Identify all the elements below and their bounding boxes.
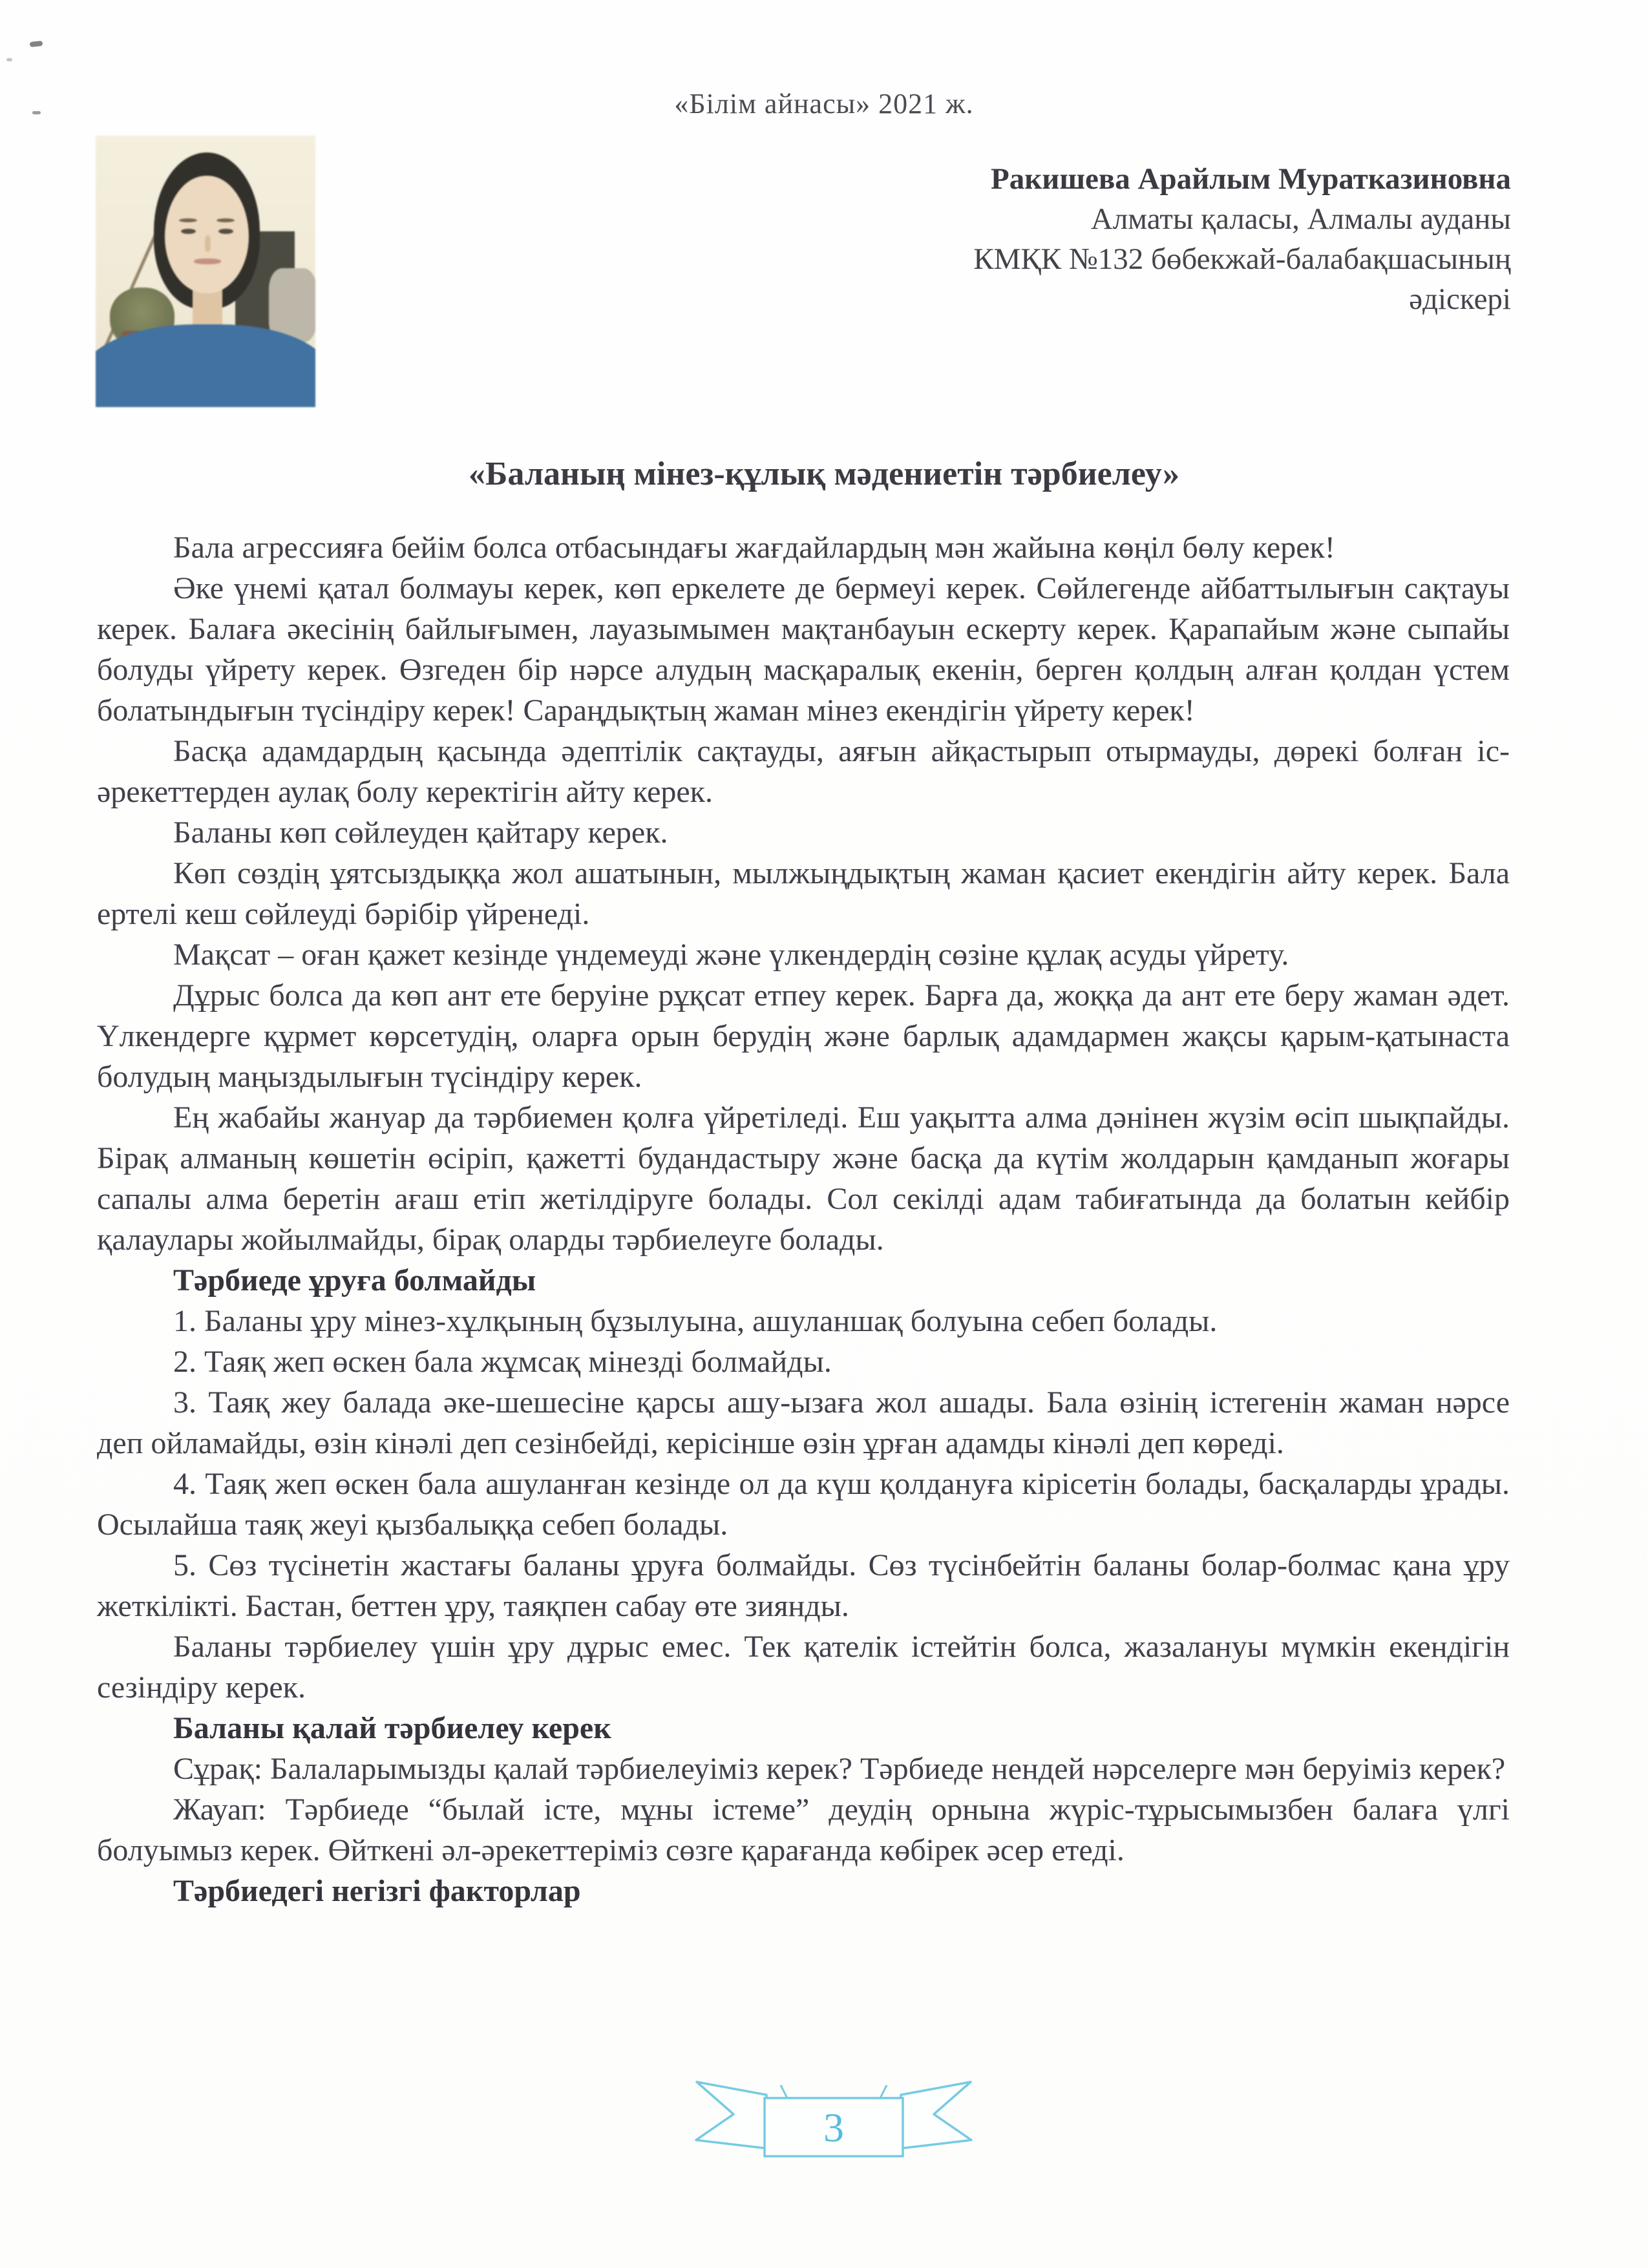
body-paragraph: Көп сөздің ұятсыздыққа жол ашатынын, мылжыңдықтың жаман қасиет екендігін айту керек. Бала ертелі кеш сөйлеуді бәрібір үйренеді. — [97, 856, 1510, 931]
photo-nose — [205, 235, 211, 252]
ribbon-fold — [781, 2085, 787, 2098]
section-heading: Тәрбиеде ұруға болмайды — [173, 1263, 536, 1297]
ribbon-right-wing — [900, 2082, 971, 2148]
body-paragraph: 5. Сөз түсінетін жастағы баланы ұруға болмайды. Сөз түсінбейтін баланы болар-болмас қана ұру жеткілікті. Бастан, беттен ұру, таяқпен сабау өте зиянды. — [97, 1548, 1510, 1623]
article-title: «Баланың мінез-құлық мәдениетін тәрбиелеу» — [468, 456, 1180, 492]
body-paragraph: 4. Таяқ жеп өскен бала ашуланған кезінде ол да күш қолдануға кірісетін болады, басқаларды ұрады. Осылайша таяқ жеуі қызбалыққа себеп болады. — [97, 1467, 1510, 1542]
body-paragraph: Бала агрессияға бейім болса отбасындағы жағдайлардың мән жайына көңіл бөлу керек! — [173, 530, 1335, 565]
ribbon-left-wing — [696, 2082, 767, 2148]
author-position: әдіскері — [1409, 282, 1511, 316]
body-paragraph: Ең жабайы жануар да тәрбиемен қолға үйретіледі. Еш уақытта алма дәнінен жүзім өсіп шықпайды. Бірақ алманың көшетін өсіріп, қажетті будандастыру және басқа да күтім жолдарын қамданып жоғары сапалы алма беретін ағаш етіп жетілдіруге болады. Сол секілді адам табиғатында да болатын кейбір қалаулары жойылмайды, бірақ оларды тәрбиелеуге болады. — [97, 1100, 1510, 1257]
photo-eyebrow — [179, 218, 197, 222]
author-block — [973, 159, 1511, 319]
body-paragraph: 2. Таяқ жеп өскен бала жұмсақ мінезді болмайды. — [173, 1345, 832, 1379]
photo-eyebrow — [217, 218, 235, 222]
scan-artifact — [30, 41, 43, 47]
article-body — [97, 527, 1510, 1911]
body-paragraph: Басқа адамдардың қасында әдептілік сақтауды, аяғын айқастырып отырмауды, дөрекі болған іс-әрекеттерден аулақ болу керектігін айту керек. — [97, 734, 1510, 809]
section-heading: Тәрбиедегі негізгі факторлар — [173, 1874, 581, 1908]
photo-eye — [181, 229, 196, 234]
page-footer — [685, 2071, 982, 2174]
photo-shirt — [96, 324, 315, 407]
journal-header: «Білім айнасы» 2021 ж. — [674, 88, 974, 120]
photo-mouth — [194, 258, 221, 264]
body-paragraph: Баланы көп сөйлеуден қайтару керек. — [173, 815, 668, 850]
author-photo — [96, 136, 315, 407]
author-organization: КМҚК №132 бөбекжай-балабақшасының — [973, 242, 1511, 276]
body-paragraph: 1. Баланы ұру мінез-хұлқының бұзылуына, ашуланшақ болуына себеп болады. — [173, 1304, 1218, 1338]
author-name: Ракишева Арайлым Муратказиновна — [991, 162, 1511, 196]
body-paragraph: Жауап: Тәрбиеде “былай істе, мұны істеме” деудің орнына жүріс-тұрысымызбен балаға үлгі болуымыз керек. Өйткені әл-әрекеттеріміз сөзге қарағанда көбірек әсер етеді. — [97, 1792, 1510, 1867]
body-paragraph: Дұрыс болса да көп ант ете беруіне рұқсат етпеу керек. Барға да, жоққа да ант ете беру жаман әдет. Үлкендерге құрмет көрсетудің, оларға орын берудің және барлық адамдармен жақсы қарым-қатынаста болудың маңыздылығын түсіндіру керек. — [97, 978, 1510, 1094]
photo-face — [165, 176, 249, 293]
photo-eye — [218, 229, 233, 234]
page-number: 3 — [823, 2105, 844, 2150]
body-paragraph: Мақсат – оған қажет кезінде үндемеуді және үлкендердің сөзіне құлақ асуды үйрету. — [173, 938, 1289, 972]
body-paragraph: 3. Таяқ жеу балада әке-шешесіне қарсы ашу-ызаға жол ашады. Бала өзінің істегенін жаман нәрсе деп ойламайды, өзін кінәлі деп сезінбейді, керісінше өзін ұрған адамды кінәлі деп көреді. — [97, 1385, 1510, 1460]
body-paragraph: Әке үнемі қатал болмауы керек, көп еркелете де бермеуі керек. Сөйлегенде айбаттылығын сақтауы керек. Балаға әкесінің байлығымен, лауазымымен мақтанбауын ескерту керек. Қарапайым және сыпайы болуды үйрету керек. Өзгеден бір нәрсе алудың масқаралық екенін, берген қолдың алған қолдан үстем болатындығын түсіндіру керек! Сараңдықтың жаман мінез екендігін үйрету керек! — [97, 571, 1510, 728]
body-paragraph: Баланы тәрбиелеу үшін ұру дұрыс емес. Тек қателік істейтін болса, жазалануы мүмкін екендігін сезіндіру керек. — [97, 1630, 1510, 1705]
scan-artifact — [6, 58, 12, 61]
author-location: Алматы қаласы, Алмалы ауданы — [1090, 202, 1511, 236]
section-heading: Баланы қалай тәрбиелеу керек — [173, 1711, 611, 1745]
ribbon-fold — [880, 2085, 887, 2098]
body-paragraph: Сұрақ: Балаларымызды қалай тәрбиелеуіміз керек? Тәрбиеде нендей нәрселерге мән беруіміз керек? — [173, 1752, 1506, 1786]
